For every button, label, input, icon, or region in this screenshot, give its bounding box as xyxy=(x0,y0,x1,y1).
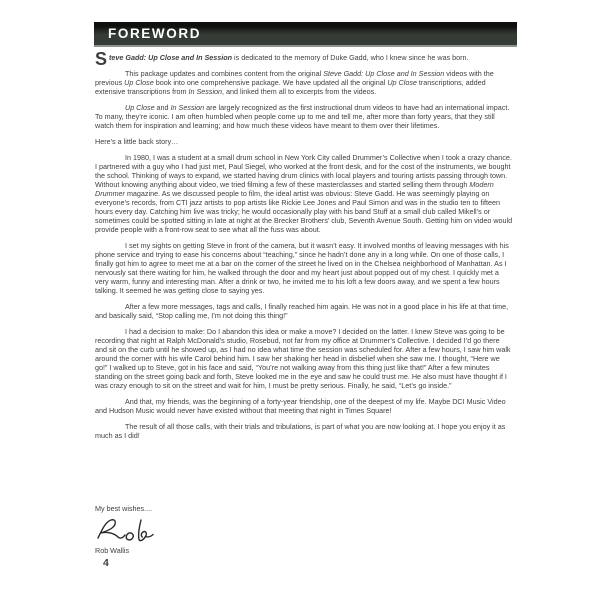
printed-name: Rob Wallis xyxy=(95,546,130,555)
package-overview-paragraph: This package updates and combines content from the original Steve Gadd: Up Close and In Session videos with the previous Up Close book into one comprehensive package. We have updated all the original Up Close transcriptions, added extensive transcriptions from In Session, and linked them all to excerpts from the videos. xyxy=(95,69,494,96)
decision-paragraph: I had a decision to make: Do I abandon this idea or make a move? I decided on the latter. I knew Steve was going to be recording that night at Ralph McDonald’s studio, Rosebud, not far from my office at Drummer’s Collective. I decided I’d go there and sit on the curb until he showed up, as I had no idea what time the session was scheduled for. After a few hours, I saw him walk around the corner with his wife Carol behind him. I saw her shaking her head in disbelief when she saw me. I thought, “Here we go!” I walked up to Steve, got in his face and said, “You’re not walking away from this thing just like that!” After a few minutes standing on the street going back and forth, Steve looked me in the eye and saw he could trust me. He also must have thought if I was crazy enough to sit on the street and wait for him, I must be pretty serious. Finally, he said, “Let’s go inside.” xyxy=(95,327,511,390)
drop-cap: S xyxy=(95,49,108,69)
foreword-body xyxy=(95,49,513,447)
closing-line: My best wishes.... xyxy=(95,504,153,513)
foreword-header-bar xyxy=(94,22,517,47)
first-meeting-paragraph: I set my sights on getting Steve in front of the camera, but it wasn’t easy. It involved months of leaving messages with his phone service and trying to ease his concerns about “teaching,” since he hadn’t done any in a long while. On one of those calls, I finally got him to agree to meet me at a bar on the corner of the street he lived on in the Chelsea neighborhood of Manhattan. As I nervously sat there waiting for him, he walked through the door and my heart just about popped out of my chest. I quickly met a very warm, funny and interesting man. After a drink or two, he invited me to his loft a few doors away, and we spent a few hours talking. It seemed he was getting close to saying yes. xyxy=(95,241,509,295)
handwritten-signature-rob xyxy=(95,516,157,544)
dedication-paragraph: Steve Gadd: Up Close and In Session is dedicated to the memory of Duke Gadd, who I knew since he was born. xyxy=(95,49,469,69)
page-title: FOREWORD xyxy=(108,26,202,41)
page-number: 4 xyxy=(103,557,109,569)
friendship-paragraph: And that, my friends, was the beginning of a forty-year friendship, one of the deepest of my life. Maybe DCI Music Video and Hudson Music would never have existed without that meeting that night in Times Square! xyxy=(95,397,506,415)
backstory-intro-line: Here’s a little back story… xyxy=(95,137,179,146)
result-paragraph: The result of all those calls, with their trials and tribulations, is part of what you are now looking at. I hope you enjoy it as much as I did! xyxy=(95,422,506,440)
legacy-paragraph: Up Close and In Session are largely recognized as the first instructional drum videos to have had an international impact. To many, they’re iconic. I am often humbled when people come up to me and tell me, after more than forty years, that they still watch them for inspiration and learning; and how much these videos have meant to them over their lifetimes. xyxy=(95,103,510,130)
backstory-1980-paragraph: In 1980, I was a student at a small drum school in New York City called Drummer’s Collective when I took a crazy chance. I partnered with a guy who I had just met, Paul Siegel, who worked at the front desk, and for the cost of the instruments, we bought the school. Thinking of ways to expand, we started having drum clinics with local players and touring artists passing through town. Without knowing anything about video, we tried filming a few of these masterclasses and started selling them through Modern Drummer magazine. As we discussed people to film, the ideal artist was obvious: Steve Gadd. He was seemingly playing on everyone’s records, from CTI jazz artists to pop artists like Rickie Lee Jones and Paul Simon and was in the studio ten to fifteen hours every day. Catching him live was tricky; he would occasionally play with his band Stuff at a small club called Mikell’s or sometimes could be spotted sitting in late at night at the Brecker Brothers’ club, Seventh Avenue South. Getting him on video would provide people with a front-row seat to see what all the fuss was about. xyxy=(95,153,513,234)
signature-block xyxy=(95,504,295,555)
stop-calling-paragraph: After a few more messages, tags and calls, I finally reached him again. He was not in a good place in his life at that time, and basically said, “Stop calling me, I’m not doing this thing!” xyxy=(95,302,509,320)
